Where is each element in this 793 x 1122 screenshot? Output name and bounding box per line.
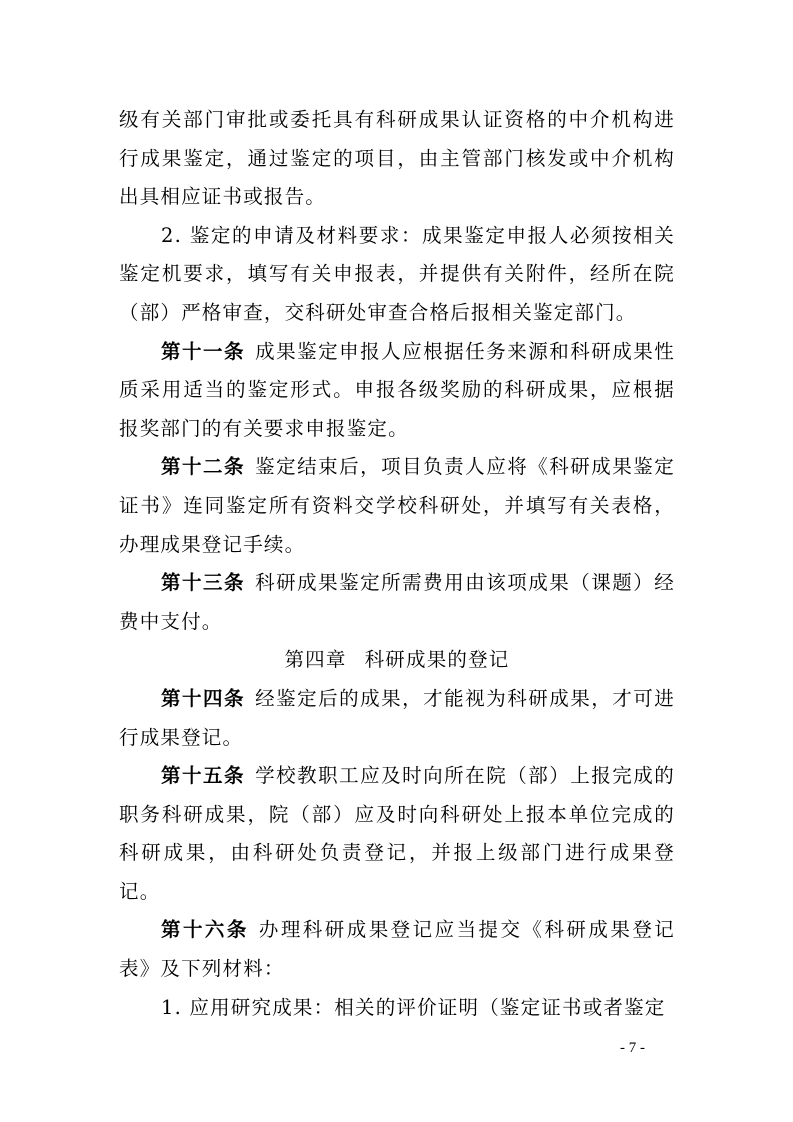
article-number: 第十六条 — [161, 918, 249, 942]
article-number: 第十二条 — [161, 455, 246, 479]
paragraph-text: 办理科研成果登记应当提交《科研成果登记表》及下列材料： — [119, 918, 675, 981]
body-text — [119, 101, 675, 1027]
paragraph — [119, 989, 675, 1028]
article-paragraph — [119, 911, 675, 988]
article-number: 第十四条 — [161, 686, 246, 710]
chapter-heading — [119, 641, 675, 680]
article-paragraph — [119, 757, 675, 911]
paragraph-text: 1. 应用研究成果：相关的评价证明（鉴定证书或者鉴定 — [161, 995, 666, 1019]
article-paragraph — [119, 680, 675, 757]
paragraph — [119, 101, 675, 217]
paragraph-text: 级有关部门审批或委托具有科研成果认证资格的中介机构进行成果鉴定，通过鉴定的项目，由主管部门核发或中介机构出具相应证书或报告。 — [119, 108, 675, 209]
article-number: 第十三条 — [161, 571, 246, 595]
paragraph-text: 经鉴定后的成果，才能视为科研成果，才可进行成果登记。 — [119, 686, 675, 749]
chapter-number: 第四章 — [284, 648, 347, 672]
article-paragraph — [119, 448, 675, 564]
article-number: 第十一条 — [161, 339, 246, 363]
article-paragraph — [119, 564, 675, 641]
paragraph-text: 学校教职工应及时向所在院（部）上报完成的职务科研成果，院（部）应及时向科研处上报本单位完成的科研成果，由科研处负责登记，并报上级部门进行成果登记。 — [119, 764, 675, 903]
page-number: - 7 - — [620, 1040, 645, 1056]
paragraph-text: 2. 鉴定的申请及材料要求：成果鉴定申报人必须按相关鉴定机要求，填写有关申报表，并提供有关附件，经所在院（部）严格审查，交科研处审查合格后报相关鉴定部门。 — [119, 223, 675, 324]
paragraph-text: 成果鉴定申报人应根据任务来源和科研成果性质采用适当的鉴定形式。申报各级奖励的科研成果，应根据报奖部门的有关要求申报鉴定。 — [119, 339, 675, 440]
chapter-title: 科研成果的登记 — [364, 648, 510, 672]
paragraph-text: 鉴定结束后，项目负责人应将《科研成果鉴定证书》连同鉴定所有资料交学校科研处，并填写有关表格，办理成果登记手续。 — [119, 455, 675, 556]
article-number: 第十五条 — [161, 764, 246, 788]
paragraph — [119, 217, 675, 333]
paragraph-text: 科研成果鉴定所需费用由该项成果（课题）经费中支付。 — [119, 571, 675, 633]
article-paragraph — [119, 333, 675, 449]
